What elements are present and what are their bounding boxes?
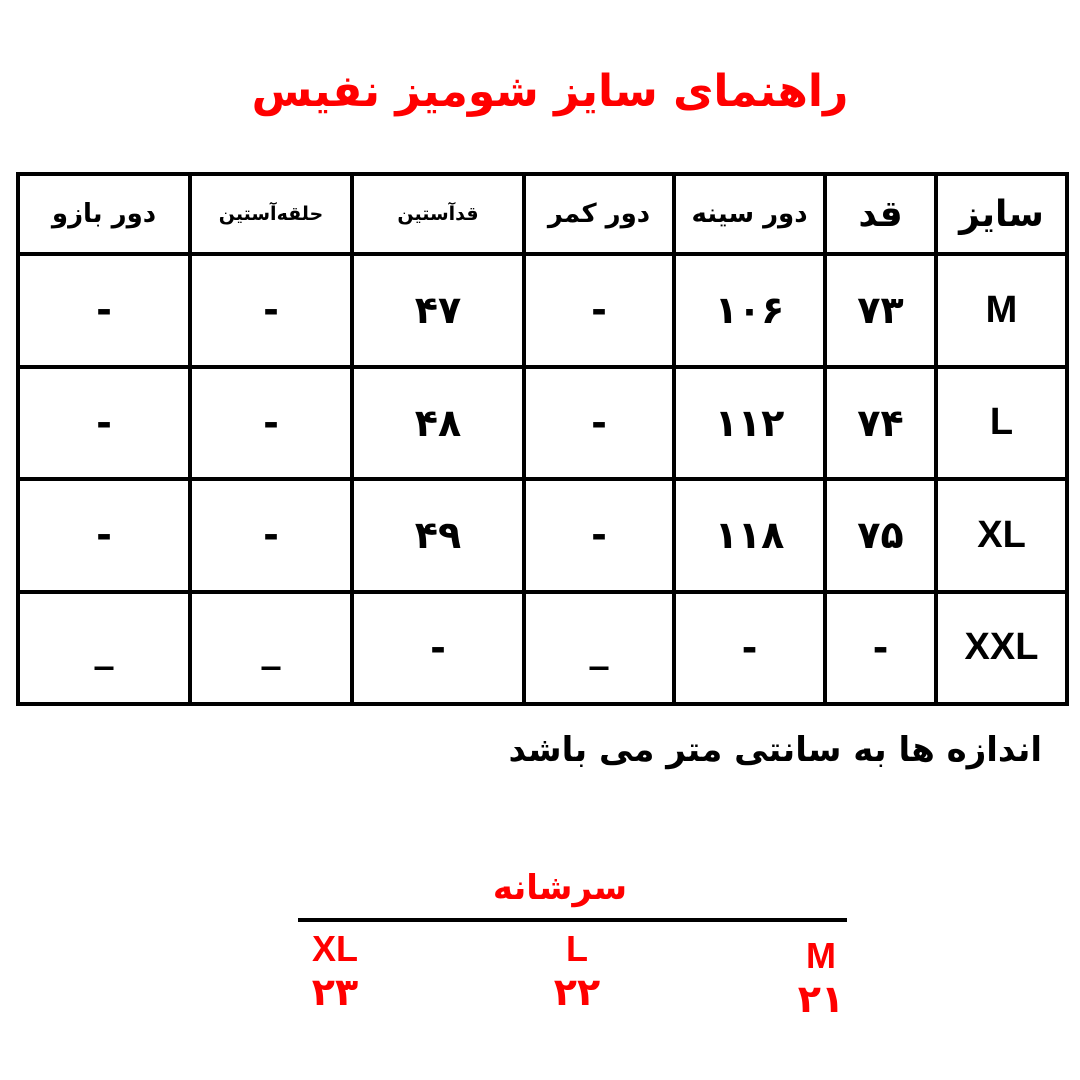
header-sleeve-length: قدآستین	[352, 174, 524, 254]
cell-sleeve-length: ۴۹	[352, 479, 524, 592]
cell-armhole: _	[190, 592, 352, 705]
cell-chest: -	[674, 592, 825, 705]
header-arm: دور بازو	[18, 174, 190, 254]
cell-size: L	[936, 367, 1067, 480]
shoulder-item-xl	[280, 928, 390, 1014]
cell-armhole: -	[190, 479, 352, 592]
cell-sleeve-length: -	[352, 592, 524, 705]
cell-height: ۷۳	[825, 254, 936, 367]
units-note: اندازه ها به سانتی متر می باشد	[508, 730, 1042, 770]
cell-waist: _	[524, 592, 674, 705]
table-row	[18, 592, 1067, 705]
page-title: راهنمای سایز شومیز نفیس	[251, 66, 849, 117]
cell-arm: -	[18, 479, 190, 592]
shoulder-item-m	[766, 935, 876, 1021]
cell-sleeve-length: ۴۸	[352, 367, 524, 480]
table-row	[18, 254, 1067, 367]
shoulder-divider	[298, 918, 847, 922]
size-table	[16, 172, 1069, 706]
shoulder-size-value: ۲۳	[311, 970, 359, 1014]
cell-size: XXL	[936, 592, 1067, 705]
cell-chest: ۱۱۲	[674, 367, 825, 480]
shoulder-size-label: XL	[311, 928, 358, 969]
cell-chest: ۱۱۸	[674, 479, 825, 592]
cell-waist: -	[524, 479, 674, 592]
cell-size: M	[936, 254, 1067, 367]
cell-chest: ۱۰۶	[674, 254, 825, 367]
cell-arm: _	[18, 592, 190, 705]
header-size: سایز	[936, 174, 1067, 254]
shoulder-title: سرشانه	[492, 868, 628, 908]
table-row	[18, 479, 1067, 592]
cell-height: -	[825, 592, 936, 705]
cell-waist: -	[524, 254, 674, 367]
cell-waist: -	[524, 367, 674, 480]
table-row	[18, 367, 1067, 480]
cell-height: ۷۵	[825, 479, 936, 592]
shoulder-size-value: ۲۲	[553, 970, 601, 1014]
shoulder-size-value: ۲۱	[797, 977, 845, 1021]
cell-sleeve-length: ۴۷	[352, 254, 524, 367]
header-waist: دور کمر	[524, 174, 674, 254]
header-chest: دور سینه	[674, 174, 825, 254]
header-height: قد	[825, 174, 936, 254]
cell-arm: -	[18, 367, 190, 480]
header-armhole: حلقه‌آستین	[190, 174, 352, 254]
shoulder-size-label: L	[566, 928, 588, 969]
cell-size: XL	[936, 479, 1067, 592]
cell-height: ۷۴	[825, 367, 936, 480]
cell-arm: -	[18, 254, 190, 367]
cell-armhole: -	[190, 367, 352, 480]
cell-armhole: -	[190, 254, 352, 367]
shoulder-size-label: M	[806, 935, 836, 976]
shoulder-item-l	[522, 928, 632, 1014]
table-header-row	[18, 174, 1067, 254]
